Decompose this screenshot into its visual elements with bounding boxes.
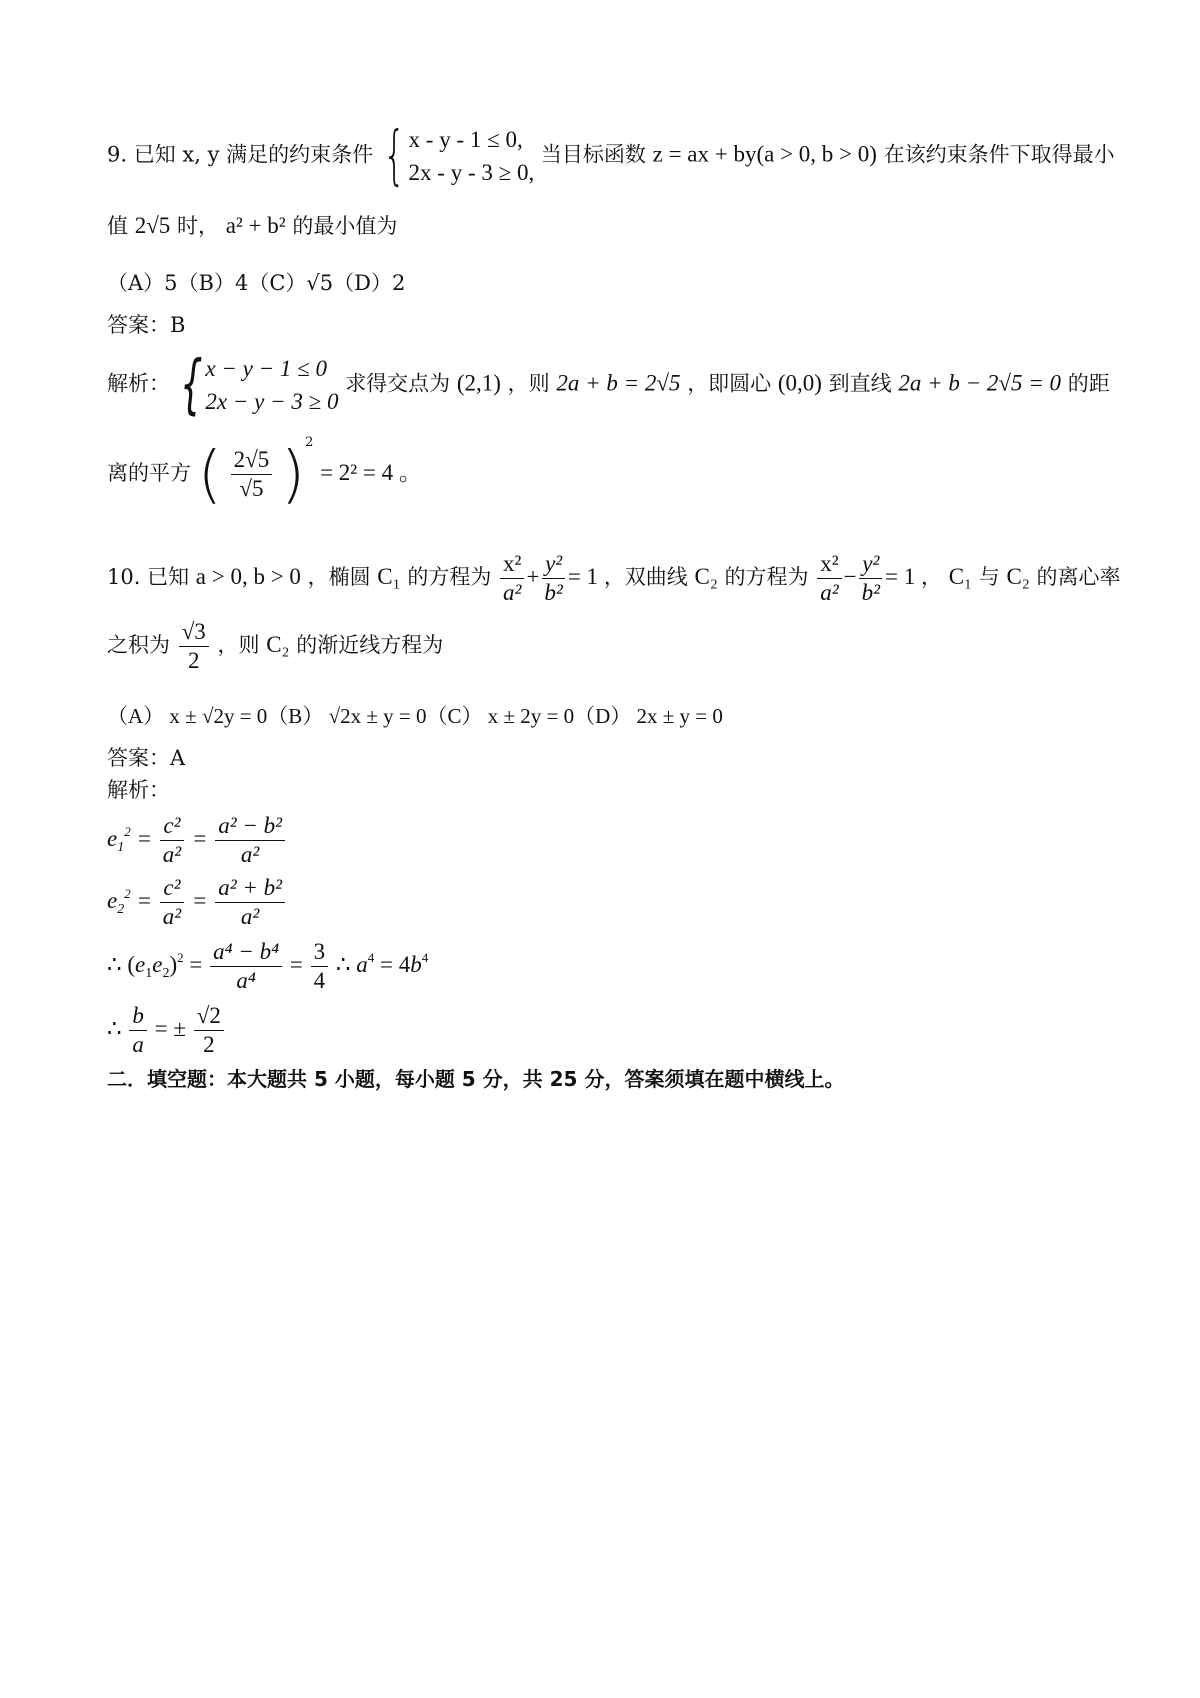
q9-target-expr: a² + b² xyxy=(225,213,286,238)
q10-text4: 的方程为 xyxy=(724,564,809,589)
q10-text5: ， xyxy=(921,564,943,589)
q9-solution-last-pre: 离的平方 xyxy=(107,461,191,485)
q10-line2-post: ，则 xyxy=(217,633,260,658)
hyperbola-c2-ref: C₂ xyxy=(1006,563,1030,589)
q9-suffix: 在该约束条件下取得最小 xyxy=(883,142,1115,167)
q9-solution-text4: 到直线 xyxy=(828,371,892,396)
q9-constraint-2: 2x - y - 3 ≥ 0, xyxy=(408,160,535,185)
q10-line2-pre: 之积为 xyxy=(107,633,170,658)
square-exponent: 2 xyxy=(305,435,314,450)
q10-text7: 的离心率 xyxy=(1036,564,1121,589)
q9-solution-text1: 求得交点为 xyxy=(345,371,451,396)
q9-solution-system xyxy=(177,348,339,422)
q9-options: （A）5（B）4（C）√5（D）2 xyxy=(107,271,406,295)
q9-line2-post: 的最小值为 xyxy=(292,214,398,238)
q9-solution-text2: ，则 xyxy=(507,371,550,396)
q10-derivation-ratio: ∴ $\frac{b}{a}$ = ± $\frac{√2}{2}$ xyxy=(107,1004,226,1057)
q10-text6: 与 xyxy=(978,564,1000,589)
ellipse-c1: C₁ xyxy=(377,563,401,589)
hyperbola-c2: C₂ xyxy=(694,563,718,589)
hyperbola-equation: $\frac{\text{x²}}{\text{a²}}$ − $\frac{\text{y²}}{\text{b²}}$ = 1 xyxy=(815,564,921,589)
ellipse-equation: $\frac{\text{x²}}{\text{a²}}$ + $\frac{\text{y²}}{\text{b²}}$ = 1 xyxy=(498,564,604,589)
frac-numerator: 2√5 xyxy=(231,448,273,475)
q9-equation-1: 2a + b = 2√5 xyxy=(556,370,681,396)
ellipse-c1-ref: C₁ xyxy=(948,563,973,589)
q9-solution-constraint-1: x − y − 1 ≤ 0 xyxy=(205,356,327,381)
q9-objective: z = ax + by(a > 0, b > 0) xyxy=(652,141,877,167)
q9-constraint-1: x - y - 1 ≤ 0, xyxy=(408,127,523,152)
q9-min-value: 2√5 xyxy=(134,213,171,238)
q10-derivation-e2: $e_2^2$ = $\frac{\text{c²}}{\text{a²}}$ = $\frac{\text{a² + b²}}{\text{a²}}$ xyxy=(107,876,287,929)
q9-solution-label: 解析： xyxy=(107,371,170,396)
brace-icon: { xyxy=(179,348,203,422)
right-paren-icon: ) xyxy=(280,437,306,511)
q9-solution-text3: ，即圆心 xyxy=(687,371,772,396)
q10-prefix: 10. 已知 xyxy=(107,564,190,589)
q10-line2 xyxy=(107,620,443,673)
q9-prefix: 9. 已知 x, y 满足的约束条件 xyxy=(107,142,374,167)
q9-line2 xyxy=(107,214,397,237)
q9-line1 xyxy=(107,119,1115,193)
q9-intersection-point: (2,1) xyxy=(456,370,501,396)
q10-condition: a > 0, b > 0 xyxy=(195,563,301,589)
eccentricity-product: $\frac{√3}{2}$ xyxy=(179,620,209,673)
q9-answer: 答案：B xyxy=(107,313,186,337)
q9-result: = 2² = 4 。 xyxy=(320,460,422,485)
section2-heading: 二．填空题：本大题共 5 小题，每小题 5 分，共 25 分，答案须填在题中横线上。 xyxy=(107,1067,845,1091)
q9-line2-mid: 时， xyxy=(177,214,219,238)
q10-text2: 的方程为 xyxy=(407,564,492,589)
frac-denominator: √5 xyxy=(239,476,264,501)
q9-distance-fraction xyxy=(231,448,273,501)
q9-solution-line2 xyxy=(107,435,422,511)
q9-line2-pre: 值 xyxy=(107,214,128,238)
q9-solution-text5: 的距 xyxy=(1067,371,1110,396)
q9-circle-center: (0,0) xyxy=(777,370,822,396)
q9-solution-line1 xyxy=(107,348,1110,422)
q10-derivation-e1: $e_1^2$ = $\frac{\text{c²}}{\text{a²}}$ = $\frac{\text{a² − b²}}{\text{a²}}$ xyxy=(107,814,287,867)
q9-mid-text: 当目标函数 xyxy=(540,142,646,167)
q10-answer: 答案：A xyxy=(107,746,186,770)
q10-derivation-product: ∴ $(e_1e_2)^2$ = $\frac{\text{a⁴ − b⁴}}{\text{a⁴}}$ = $\frac{3}{4}$ ∴ $a^4 = 4b^4$ xyxy=(107,939,429,994)
q9-constraint-system xyxy=(380,119,535,193)
q10-options: （A） x ± √2y = 0（B） √2x ± y = 0（C） x ± 2y = 0（D） 2x ± y = 0 xyxy=(107,704,723,728)
q9-solution-constraint-2: 2x − y − 3 ≥ 0 xyxy=(205,389,339,414)
q10-solution-label: 解析： xyxy=(107,778,170,802)
brace-icon: { xyxy=(382,119,406,193)
q10-line1 xyxy=(107,552,1120,605)
q10-line2-end: 的渐近线方程为 xyxy=(296,633,444,658)
q9-line-equation: 2a + b − 2√5 = 0 xyxy=(898,370,1062,396)
left-paren-icon: ( xyxy=(197,437,222,511)
q10-text3: ，双曲线 xyxy=(603,564,688,589)
hyperbola-c2-ref2: C₂ xyxy=(266,632,290,658)
q10-text1: ，椭圆 xyxy=(307,564,371,589)
